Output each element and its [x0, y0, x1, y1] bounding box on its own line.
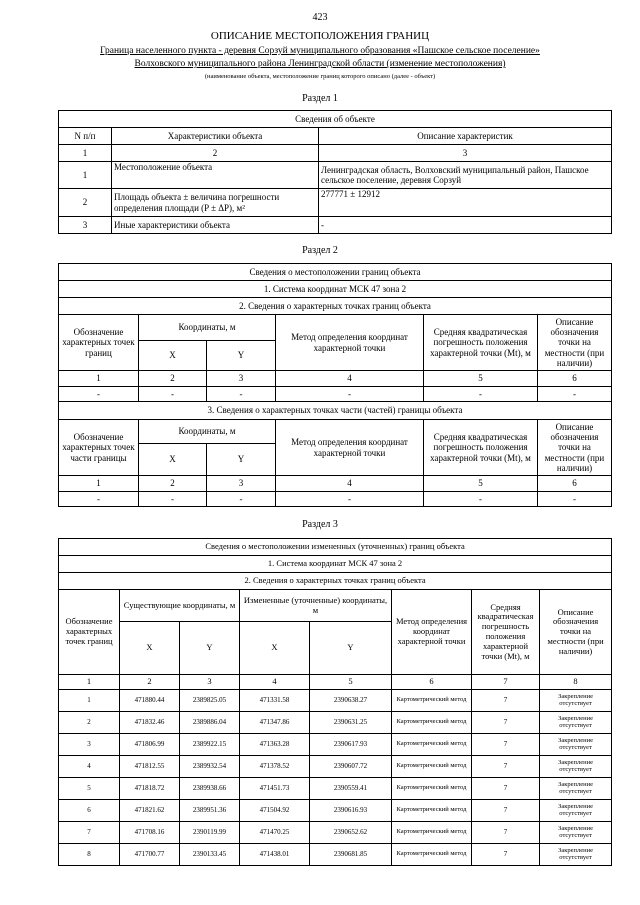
existing-x: 471700.77 — [120, 844, 180, 866]
changed-x: 471504.92 — [240, 800, 310, 822]
changed-x: 471363.28 — [240, 734, 310, 756]
index-cell: 3 — [207, 371, 276, 387]
col-changed-coordinates: Измененные (уточненные) координаты, м — [240, 590, 392, 622]
index-cell: 3 — [207, 476, 276, 492]
page-number: 423 — [312, 12, 328, 23]
point-number: 1 — [59, 690, 120, 712]
existing-y: 2389825.05 — [180, 690, 240, 712]
table-row — [59, 844, 612, 866]
fix-cell: Закрепление отсутствует — [540, 756, 612, 778]
col-x: X — [139, 341, 207, 371]
error-cell: 7 — [472, 800, 540, 822]
point-number: 5 — [59, 778, 120, 800]
fix-cell: Закрепление отсутствует — [540, 712, 612, 734]
existing-x: 471821.62 — [120, 800, 180, 822]
table-row — [59, 690, 612, 712]
col-method: Метод определения координат характерной точки — [276, 315, 424, 371]
fix-cell: Закрепление отсутствует — [540, 800, 612, 822]
empty-cell: - — [538, 492, 612, 507]
coordinate-system: 1. Система координат МСК 47 зона 2 — [59, 281, 612, 298]
col-coordinates: Координаты, м — [139, 420, 276, 444]
col-characteristic: Характеристики объекта — [112, 128, 319, 145]
index-cell: 1 — [59, 145, 112, 162]
empty-cell: - — [424, 387, 538, 402]
section-2-header: Сведения о местоположении границ объекта — [59, 264, 612, 281]
section-2-label: Раздел 2 — [302, 245, 338, 256]
table-row — [59, 822, 612, 844]
col-x: X — [139, 444, 207, 476]
section-3-header: Сведения о местоположении измененных (уточненных) границ объекта — [59, 539, 612, 556]
row-description: - — [319, 217, 612, 234]
existing-y: 2389886.04 — [180, 712, 240, 734]
document-title: ОПИСАНИЕ МЕСТОПОЛОЖЕНИЯ ГРАНИЦ — [210, 30, 430, 42]
col-fix-description: Описание обозначения точки на местности (при наличии) — [538, 315, 612, 371]
fix-cell: Закрепление отсутствует — [540, 690, 612, 712]
index-cell: 4 — [240, 675, 310, 690]
method-cell: Картометрический метод — [392, 756, 472, 778]
changed-y: 2390638.27 — [310, 690, 392, 712]
index-cell: 1 — [59, 476, 139, 492]
changed-y: 2390652.62 — [310, 822, 392, 844]
existing-x: 471708.16 — [120, 822, 180, 844]
empty-cell: - — [424, 492, 538, 507]
changed-y: 2390616.93 — [310, 800, 392, 822]
col-point-part: Обозначение характерных точек части границы — [59, 420, 139, 476]
existing-x: 471818.72 — [120, 778, 180, 800]
section-3-table — [58, 538, 612, 866]
row-description: 277771 ± 12912 — [319, 189, 612, 217]
index-cell: 1 — [59, 371, 139, 387]
section-1-label: Раздел 1 — [302, 93, 338, 104]
col-method: Метод определения координат характерной точки — [276, 420, 424, 476]
index-cell: 5 — [424, 371, 538, 387]
col-existing-x: X — [120, 622, 180, 675]
existing-y: 2389932.54 — [180, 756, 240, 778]
col-error: Средняя квадратическая погрешность положения характерной точки (Mt), м — [424, 315, 538, 371]
row-number: 2 — [59, 189, 112, 217]
col-fix-description: Описание обозначения точки на местности (при наличии) — [540, 590, 612, 675]
object-name-note: (наименование объекта, местоположение границ которого описано (далее - объект) — [204, 73, 436, 80]
existing-y: 2389938.66 — [180, 778, 240, 800]
row-description: Ленинградская область, Волховский муниципальный район, Пашское сельское поселение, деревня Сорзуй — [319, 162, 612, 189]
error-cell: 7 — [472, 734, 540, 756]
changed-x: 471470.25 — [240, 822, 310, 844]
point-number: 2 — [59, 712, 120, 734]
changed-x: 471438.01 — [240, 844, 310, 866]
changed-x: 471331.58 — [240, 690, 310, 712]
changed-y: 2390617.93 — [310, 734, 392, 756]
index-cell: 2 — [120, 675, 180, 690]
col-existing-coordinates: Существующие координаты, м — [120, 590, 240, 622]
method-cell: Картометрический метод — [392, 712, 472, 734]
method-cell: Картометрический метод — [392, 844, 472, 866]
changed-y: 2390631.25 — [310, 712, 392, 734]
row-characteristic: Местоположение объекта — [112, 162, 319, 189]
index-cell: 4 — [276, 476, 424, 492]
changed-x: 471347.86 — [240, 712, 310, 734]
point-number: 3 — [59, 734, 120, 756]
method-cell: Картометрический метод — [392, 734, 472, 756]
point-number: 7 — [59, 822, 120, 844]
col-point: Обозначение характерных точек границ — [59, 315, 139, 371]
empty-cell: - — [139, 387, 207, 402]
index-cell: 1 — [59, 675, 120, 690]
existing-y: 2389922.15 — [180, 734, 240, 756]
col-existing-y: Y — [180, 622, 240, 675]
error-cell: 7 — [472, 778, 540, 800]
index-cell: 8 — [540, 675, 612, 690]
existing-x: 471832.46 — [120, 712, 180, 734]
row-number: 1 — [59, 162, 112, 189]
empty-cell: - — [538, 387, 612, 402]
empty-cell: - — [207, 492, 276, 507]
point-number: 6 — [59, 800, 120, 822]
table-row — [59, 778, 612, 800]
point-number: 8 — [59, 844, 120, 866]
col-point: Обозначение характерных точек границ — [59, 590, 120, 675]
existing-x: 471812.55 — [120, 756, 180, 778]
section-3-label: Раздел 3 — [302, 519, 338, 530]
empty-cell: - — [276, 387, 424, 402]
col-description: Описание характеристик — [319, 128, 612, 145]
index-cell: 6 — [392, 675, 472, 690]
col-fix-description: Описание обозначения точки на местности (при наличии) — [538, 420, 612, 476]
col-coordinates: Координаты, м — [139, 315, 276, 341]
row-characteristic: Иные характеристики объекта — [112, 217, 319, 234]
row-characteristic: Площадь объекта ± величина погрешности определения площади (P ± ΔP), м² — [112, 189, 319, 217]
method-cell: Картометрический метод — [392, 800, 472, 822]
index-cell: 4 — [276, 371, 424, 387]
col-method: Метод определения координат характерной точки — [392, 590, 472, 675]
error-cell: 7 — [472, 756, 540, 778]
empty-cell: - — [207, 387, 276, 402]
empty-cell: - — [59, 492, 139, 507]
empty-cell: - — [276, 492, 424, 507]
col-changed-y: Y — [310, 622, 392, 675]
error-cell: 7 — [472, 822, 540, 844]
object-name-line-2: Волховского муниципального района Ленинградской области (изменение местоположения) — [134, 59, 506, 69]
fix-cell: Закрепление отсутствует — [540, 844, 612, 866]
error-cell: 7 — [472, 844, 540, 866]
row-number: 3 — [59, 217, 112, 234]
table-row — [59, 712, 612, 734]
index-cell: 3 — [319, 145, 612, 162]
col-changed-x: X — [240, 622, 310, 675]
changed-y: 2390559.41 — [310, 778, 392, 800]
existing-y: 2390133.45 — [180, 844, 240, 866]
method-cell: Картометрический метод — [392, 690, 472, 712]
index-cell: 6 — [538, 371, 612, 387]
points-subheader: 2. Сведения о характерных точках границ объекта — [59, 573, 612, 590]
error-cell: 7 — [472, 712, 540, 734]
col-y: Y — [207, 341, 276, 371]
index-cell: 5 — [424, 476, 538, 492]
col-number: N п/п — [59, 128, 112, 145]
index-cell: 2 — [139, 476, 207, 492]
col-y: Y — [207, 444, 276, 476]
existing-y: 2389951.36 — [180, 800, 240, 822]
coordinate-system: 1. Система координат МСК 47 зона 2 — [59, 556, 612, 573]
existing-x: 471806.99 — [120, 734, 180, 756]
section-1-header: Сведения об объекте — [59, 111, 612, 128]
col-error: Средняя квадратическая погрешность положения характерной точки (Mt), м — [472, 590, 540, 675]
index-cell: 3 — [180, 675, 240, 690]
section-2-table — [58, 263, 612, 507]
index-cell: 7 — [472, 675, 540, 690]
existing-y: 2390119.99 — [180, 822, 240, 844]
fix-cell: Закрепление отсутствует — [540, 734, 612, 756]
index-cell: 5 — [310, 675, 392, 690]
error-cell: 7 — [472, 690, 540, 712]
table-row — [59, 800, 612, 822]
fix-cell: Закрепление отсутствует — [540, 822, 612, 844]
existing-x: 471880.44 — [120, 690, 180, 712]
table-row — [59, 756, 612, 778]
changed-y: 2390607.72 — [310, 756, 392, 778]
object-name-line-1: Граница населенного пункта - деревня Сорзуй муниципального образования «Пашское сельское поселение» — [100, 46, 540, 56]
changed-x: 471451.73 — [240, 778, 310, 800]
empty-cell: - — [59, 387, 139, 402]
index-cell: 6 — [538, 476, 612, 492]
points-subheader: 2. Сведения о характерных точках границ объекта — [59, 298, 612, 315]
index-cell: 2 — [112, 145, 319, 162]
col-error: Средняя квадратическая погрешность положения характерной точки (Mt), м — [424, 420, 538, 476]
fix-cell: Закрепление отсутствует — [540, 778, 612, 800]
part-points-subheader: 3. Сведения о характерных точках части (частей) границы объекта — [59, 402, 612, 420]
empty-cell: - — [139, 492, 207, 507]
index-cell: 2 — [139, 371, 207, 387]
table-row — [59, 734, 612, 756]
method-cell: Картометрический метод — [392, 822, 472, 844]
changed-y: 2390681.85 — [310, 844, 392, 866]
point-number: 4 — [59, 756, 120, 778]
method-cell: Картометрический метод — [392, 778, 472, 800]
changed-x: 471378.52 — [240, 756, 310, 778]
section-1-table — [58, 110, 612, 234]
